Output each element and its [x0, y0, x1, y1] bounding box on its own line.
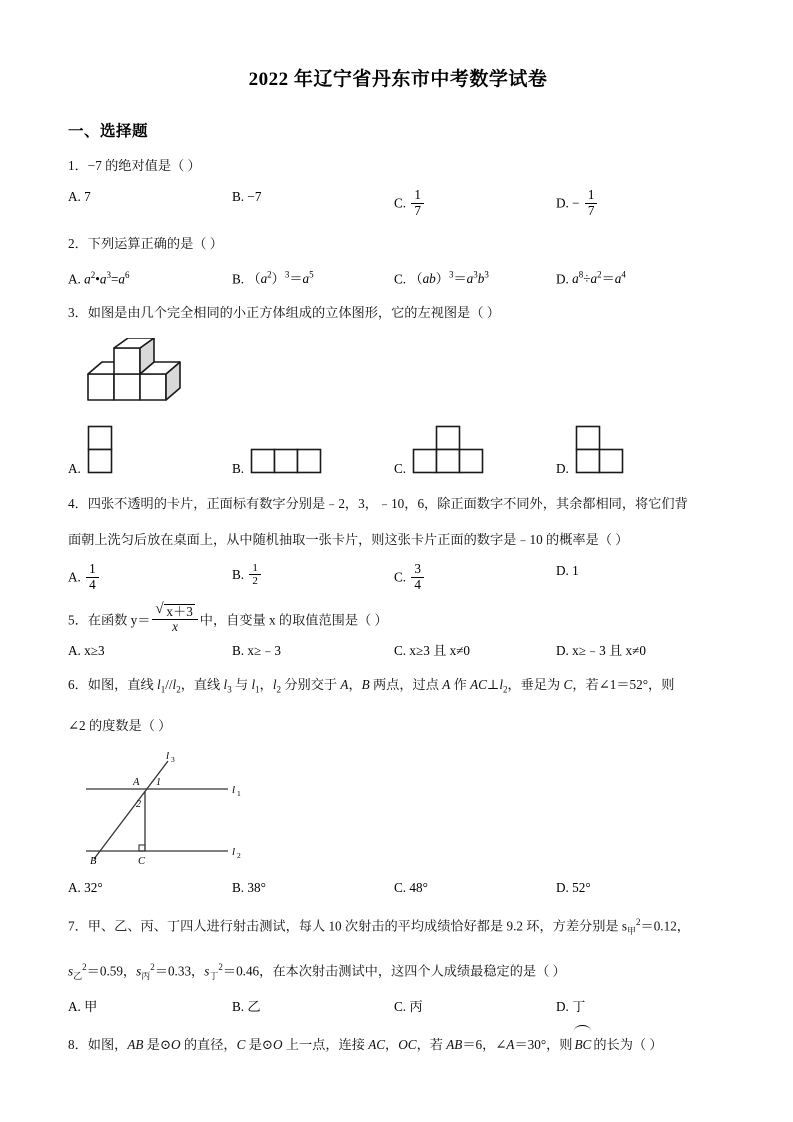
option-value: 丁 [572, 998, 586, 1014]
question-3-stem: 3．如图是由几个完全相同的小正方体组成的立体图形，它的左视图是（ ） [68, 304, 500, 320]
option-value: 7 [84, 189, 91, 204]
fraction-numerator: 3 [414, 560, 421, 576]
option-label: A. [68, 879, 81, 895]
question-4-options [68, 562, 728, 593]
question-6-stem-line-1: 6．如图，直线 $l_1//l_2$，直线 $l_3$ 与 $l_1$，$l_2$ 分别交于 A，B 两点，过点 A 作 $AC\perp l_2$，垂足为 C，若∠1＝52°，则 [68, 677, 675, 695]
arc-notation-bc [574, 1026, 591, 1060]
option-5-C[interactable] [394, 642, 556, 660]
option-2-D[interactable] [556, 266, 726, 288]
option-1-C[interactable] [394, 188, 556, 219]
svg-text:2: 2 [237, 850, 241, 860]
option-label: D. [556, 195, 569, 211]
shape-three-cells-horizontal [250, 447, 324, 479]
option-label: D. [556, 270, 569, 286]
question-7-stem-text-b: ＝0.12， [640, 918, 690, 934]
option-1-B[interactable] [232, 188, 394, 219]
option-6-B[interactable] [232, 879, 394, 897]
option-value: x≥3 [84, 643, 105, 659]
isometric-cubes-figure [80, 338, 728, 415]
svg-text:C: C [138, 855, 146, 867]
radicand: x＋3 [166, 603, 193, 619]
variable-a: a [99, 270, 107, 286]
svg-text:B: B [90, 855, 97, 867]
option-value: 甲 [84, 998, 98, 1014]
option-2-A[interactable] [68, 266, 232, 288]
option-value: 38° [247, 879, 266, 895]
option-5-D[interactable] [556, 642, 726, 660]
question-7-stem-line-2: $s_乙^2=0.59$，$s_丙^2=0.33$，$s_丁^2=0.46$，在本次射击测试中，这四个人成绩最稳定的是（ ） [68, 961, 566, 981]
question-1-stem: 1．−7 的绝对值是（ ） [68, 158, 201, 173]
option-label: D. [556, 562, 569, 578]
shape-two-cells-vertical [87, 425, 113, 479]
shape-l [575, 425, 627, 479]
option-4-A[interactable] [68, 562, 232, 593]
fraction-numerator: 1 [414, 187, 421, 202]
question-1-options [68, 188, 728, 219]
fraction-numerator: 1 [252, 561, 258, 574]
option-1-A[interactable] [68, 188, 232, 219]
option-2-C[interactable] [394, 266, 556, 288]
question-2-stem: 2．下列运算正确的是（ ） [68, 235, 223, 251]
option-3-C[interactable] [394, 425, 556, 479]
variance-value-bing: 0.33 [167, 963, 192, 979]
variable-a: a [118, 270, 125, 286]
variance-subject-ding: 丁 [209, 970, 219, 981]
option-value: $(a^2)^3=a^5$ [247, 269, 314, 286]
parallel-lines-figure [78, 747, 728, 872]
fraction-sqrt-expression [152, 600, 197, 636]
option-7-D[interactable] [556, 998, 726, 1016]
variable-a: a [84, 270, 91, 286]
variance-exponent: 2 [636, 916, 641, 927]
variance-value-yi: 0.59 [99, 963, 123, 979]
question-3-options [68, 425, 728, 479]
option-value: 52° [572, 879, 591, 895]
fraction-numerator: 1 [587, 187, 595, 202]
question-7-stem-text-a: 7．甲、乙、丙、丁四人进行射击测试，每人 10 次射击的平均成绩恰好都是 9.2 环，方差分别是 s [68, 918, 628, 934]
option-label: B. [232, 460, 245, 476]
fraction-numerator: 1 [89, 560, 96, 576]
option-value: 丙 [409, 998, 423, 1014]
option-value: −7 [247, 189, 262, 204]
variance-value-ding: 0.46 [236, 963, 260, 979]
option-3-B[interactable] [232, 447, 394, 479]
fraction-denominator: 4 [86, 577, 99, 593]
option-label: A. [68, 998, 81, 1014]
option-label: A. [68, 460, 81, 476]
fraction [249, 562, 261, 588]
option-label: B. [232, 643, 245, 659]
question-4-stem-line-1: 4．四张不透明的卡片，正面标有数字分别是﹣2，3，﹣10，6，除正面数字不同外，其余都相同，将它们背 [68, 495, 688, 511]
fraction-denominator: x [152, 619, 197, 635]
page-title: 2022 年辽宁省丹东市中考数学试卷 [248, 69, 548, 90]
option-label: C. [394, 270, 407, 286]
option-label: C. [394, 643, 407, 659]
option-5-A[interactable] [68, 642, 232, 660]
fraction-one-seventh [585, 188, 598, 219]
fraction [86, 562, 99, 593]
option-label: B. [232, 879, 245, 895]
option-5-B[interactable] [232, 642, 394, 660]
option-4-C[interactable] [394, 562, 556, 593]
option-label: A. [68, 270, 81, 286]
option-label: D. [556, 998, 569, 1014]
option-label: C. [394, 879, 407, 895]
fraction-denominator: 4 [411, 577, 424, 593]
option-value: $a^8\div a^2=a^4$ [572, 269, 626, 286]
option-value: 乙 [247, 998, 261, 1014]
variance-subject-jia: 甲 [627, 925, 637, 936]
svg-text:l: l [166, 749, 170, 762]
question-5-stem-suffix: 中，自变量 x 的取值范围是（ ） [199, 612, 388, 628]
option-label: C. [394, 195, 407, 211]
square-root [155, 600, 194, 620]
option-value: $(ab)^3=a^3b^3$ [409, 269, 489, 286]
option-label: B. [232, 566, 245, 582]
option-7-A[interactable] [68, 998, 232, 1016]
shape-t [412, 425, 486, 479]
page-content [68, 0, 728, 1060]
svg-text:2: 2 [136, 798, 141, 810]
option-label: A. [68, 189, 81, 204]
option-value: x≥﹣3 且 x≠0 [572, 643, 646, 659]
option-label: C. [394, 460, 407, 476]
option-label: B. [232, 189, 245, 204]
svg-text:A: A [133, 776, 140, 788]
multiply-dot: • [95, 270, 100, 286]
section-heading: 一、选择题 [68, 123, 149, 140]
svg-text:1: 1 [237, 788, 241, 798]
option-value: x≥﹣3 [247, 643, 282, 659]
option-label: B. [232, 270, 245, 286]
fraction-one-seventh [411, 188, 424, 219]
option-label: C. [394, 998, 407, 1014]
question-6-options [68, 879, 728, 897]
question-6-stem-line-2: ∠2 的度数是（ ） [68, 717, 172, 733]
option-label: A. [68, 643, 81, 659]
question-2-options [68, 266, 728, 288]
svg-text:3: 3 [171, 754, 175, 764]
question-4-stem-line-2: 面朝上洗匀后放在桌面上，从中随机抽取一张卡片，则这张卡片正面的数字是﹣10 的概率是（ ） [68, 531, 629, 547]
option-6-D[interactable] [556, 879, 726, 897]
radical-sign: √ [155, 600, 164, 617]
arc-label: BC [574, 1036, 592, 1052]
minus-sign: − [572, 195, 580, 211]
question-8-stem-suffix: 的长为（ ） [593, 1036, 663, 1052]
question-5-options [68, 642, 728, 660]
option-label: D. [556, 460, 569, 476]
question-7-stem-line-1 [68, 907, 728, 946]
variance-subject-yi: 乙 [73, 970, 83, 981]
question-5-stem [68, 600, 728, 636]
option-label: D. [556, 879, 569, 895]
option-3-D[interactable] [556, 425, 726, 479]
option-4-B[interactable] [232, 562, 394, 593]
question-8-stem [68, 1026, 728, 1060]
question-7-options [68, 998, 728, 1016]
option-3-A[interactable] [68, 425, 232, 479]
fraction-denominator: 2 [249, 574, 261, 587]
svg-text:l: l [232, 783, 236, 796]
svg-text:l: l [232, 845, 236, 858]
exponent: 3 [106, 269, 111, 280]
exponent: 6 [124, 269, 130, 280]
option-label: C. [394, 569, 407, 585]
option-value: x≥3 且 x≠0 [409, 643, 471, 659]
option-4-D[interactable] [556, 562, 726, 593]
option-7-B[interactable] [232, 998, 394, 1016]
option-6-C[interactable] [394, 879, 556, 897]
svg-text:1: 1 [156, 776, 161, 788]
option-2-B[interactable] [232, 266, 394, 288]
option-7-C[interactable] [394, 998, 556, 1016]
fraction-denominator: 7 [411, 203, 424, 219]
option-label: A. [68, 569, 81, 585]
equals-sign: = [110, 270, 119, 286]
variance-subject-bing: 丙 [141, 970, 151, 981]
option-value: 48° [409, 879, 428, 895]
arc-cap [574, 1025, 591, 1032]
option-value: 32° [84, 879, 103, 895]
option-value: 1 [572, 562, 579, 578]
fraction-numerator [152, 600, 197, 620]
fraction-denominator: 7 [585, 203, 598, 219]
question-5-stem-prefix: 5．在函数 y＝ [68, 612, 151, 628]
exponent: 2 [90, 269, 96, 280]
fraction [411, 562, 424, 593]
option-label: D. [556, 643, 569, 659]
option-label: B. [232, 998, 245, 1014]
question-8-stem-prefix: 8．如图，AB 是⊙O 的直径，C 是⊙O 上一点，连接 AC，OC，若 AB＝6，∠A＝30°，则 [68, 1036, 573, 1052]
option-1-D[interactable] [556, 188, 726, 219]
option-6-A[interactable] [68, 879, 232, 897]
